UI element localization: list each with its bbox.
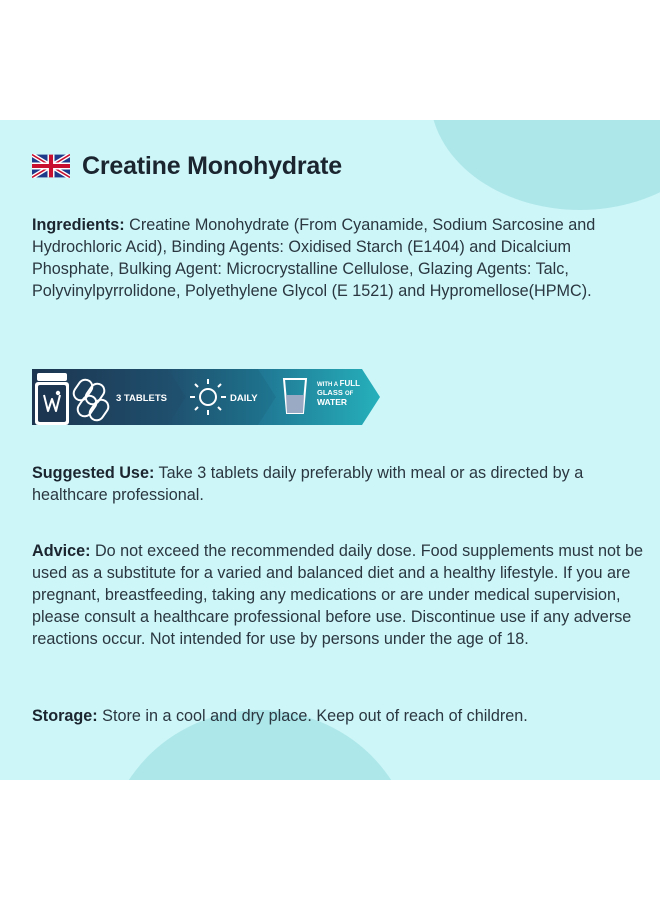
storage-paragraph bbox=[32, 705, 644, 727]
product-title: Creatine Monohydrate bbox=[82, 151, 342, 180]
ingredients-label: Ingredients: bbox=[32, 216, 125, 234]
step-tablets-label: 3 TABLETS bbox=[116, 393, 168, 404]
step-water-line3: WATER bbox=[317, 397, 348, 407]
advice-text: Do not exceed the recommended daily dose. Food supplements must not be used as a substitute for a varied and balanced diet and a healthy lifestyle. If you are pregnant, breastfeeding, taking any medications or are under medical supervision, please consult a healthcare professional before use. Discontinue use if any adverse reactions occur. Not intended for use by persons under the age of 18. bbox=[32, 542, 643, 648]
decorative-blob-top bbox=[430, 120, 660, 210]
dosage-banner bbox=[32, 365, 382, 429]
label-panel bbox=[0, 120, 660, 780]
suggested-use-label: Suggested Use: bbox=[32, 464, 155, 482]
ingredients-text: Creatine Monohydrate (From Cyanamide, Sodium Sarcosine and Hydrochloric Acid), Binding Agents: Oxidised Starch (E1404) and Dicalcium Phosphate, Bulking Agent: Microcrystalline Cellulose, Glazing Agents: Talc, Polyvinylpyrrolidone, Polyethylene Glycol (E 1521) and Hypromellose(HPMC). bbox=[32, 216, 596, 300]
uk-flag-icon bbox=[32, 154, 70, 178]
step-water-line1: WITH A FULL bbox=[317, 379, 360, 388]
step-daily-label: DAILY bbox=[230, 393, 258, 404]
advice-label: Advice: bbox=[32, 542, 91, 560]
suggested-use-paragraph bbox=[32, 462, 644, 506]
advice-paragraph bbox=[32, 540, 644, 650]
suggested-use-text: Take 3 tablets daily preferably with meal or as directed by a healthcare professional. bbox=[32, 464, 584, 504]
storage-label: Storage: bbox=[32, 707, 98, 725]
title-row bbox=[32, 148, 342, 184]
supplement-bottle-icon bbox=[35, 373, 69, 425]
storage-text: Store in a cool and dry place. Keep out of reach of children. bbox=[97, 707, 528, 725]
step-water-line2: GLASS OF bbox=[317, 388, 354, 397]
ingredients-paragraph bbox=[32, 214, 644, 302]
